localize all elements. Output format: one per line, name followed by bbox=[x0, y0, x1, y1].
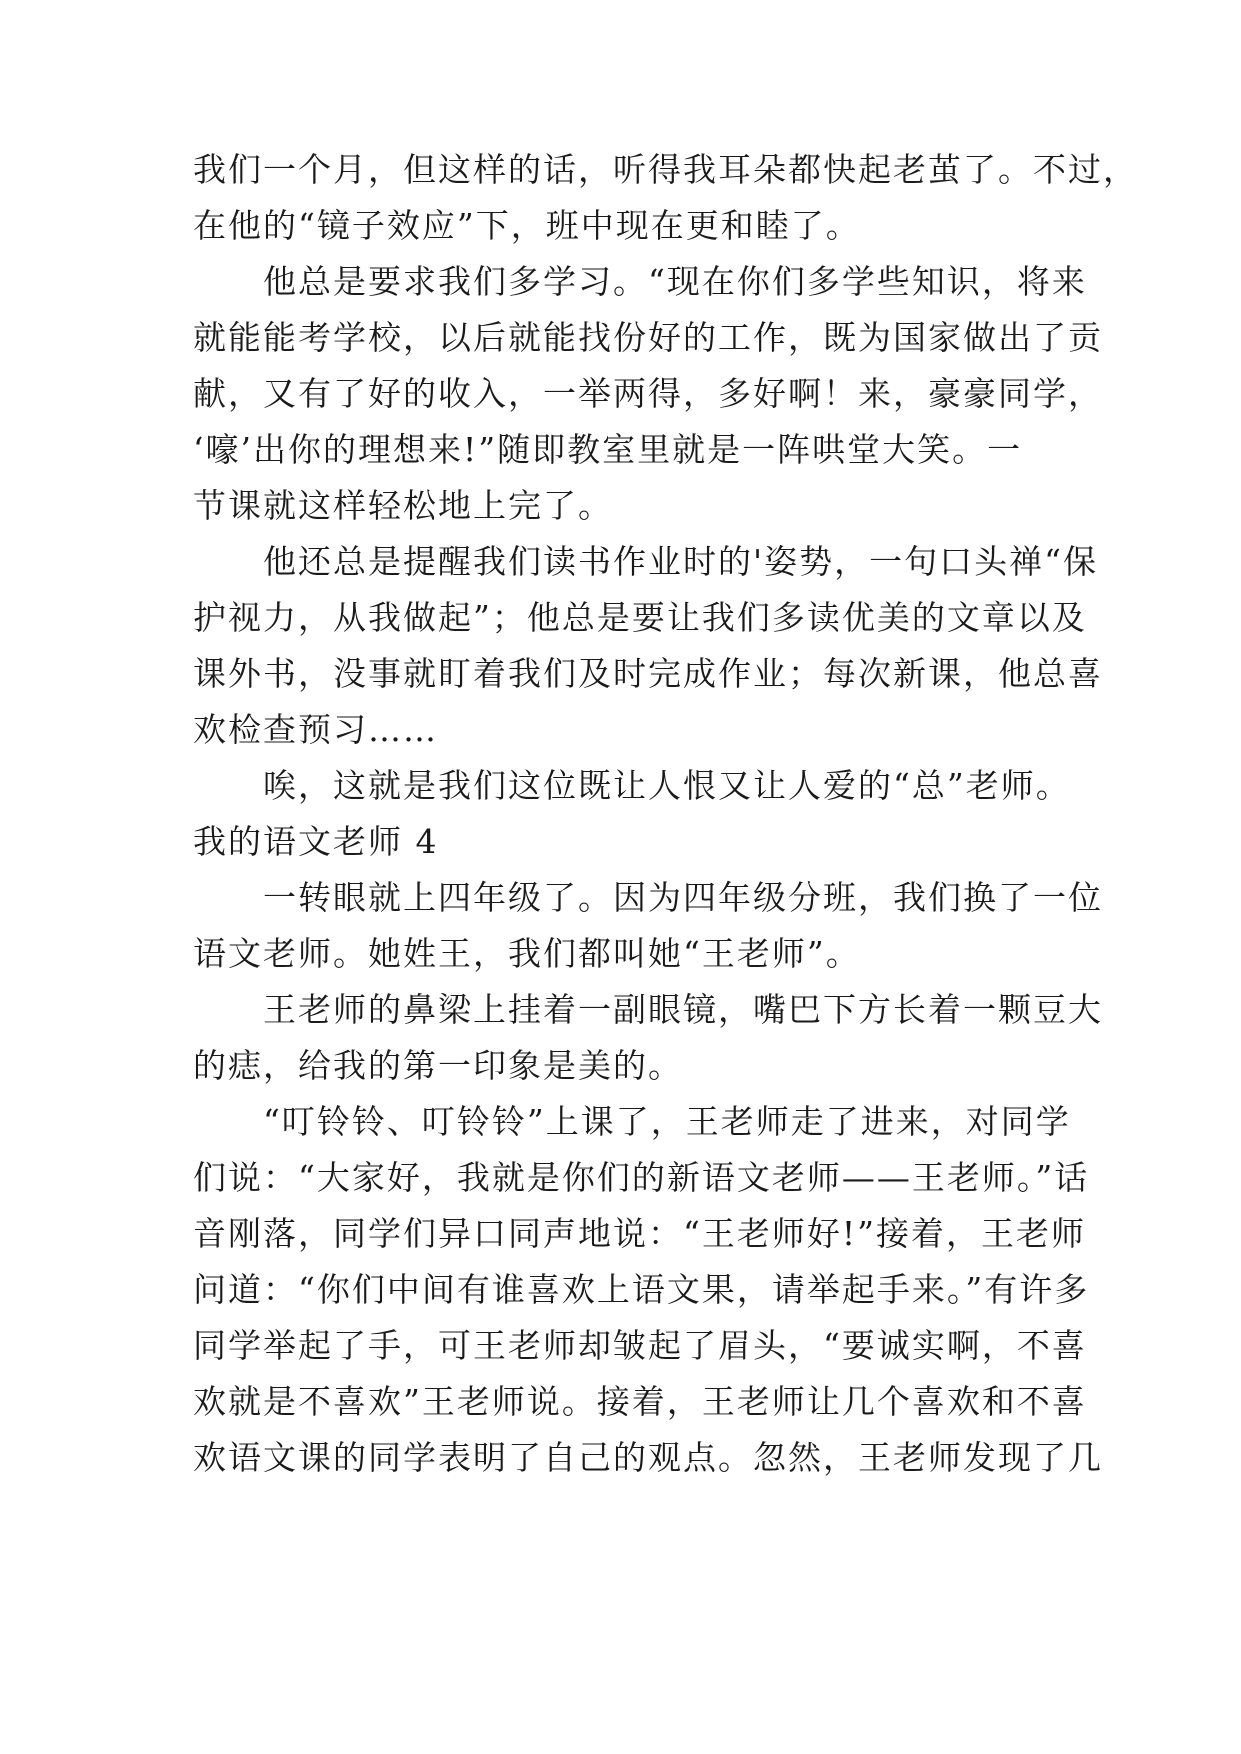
section-heading: 我的语文老师 4 bbox=[193, 822, 439, 861]
text-line: 问道：“你们中间有谁喜欢上语文果，请举起手来。”有许多 bbox=[193, 1270, 1090, 1309]
text-line: 王老师的鼻梁上挂着一副眼镜，嘴巴下方长着一颗豆大 bbox=[193, 990, 1103, 1029]
text-line: 一转眼就上四年级了。因为四年级分班，我们换了一位 bbox=[193, 878, 1103, 917]
text-line: 语文老师。她姓王，我们都叫她“王老师”。 bbox=[193, 934, 861, 973]
text-line: 们说：“大家好，我就是你们的新语文老师——王老师。”话 bbox=[193, 1158, 1090, 1197]
text-line: 欢检查预习…… bbox=[193, 710, 438, 749]
text-line: 唉，这就是我们这位既让人恨又让人爱的“总”老师。 bbox=[193, 766, 1071, 805]
text-line: 的痣，给我的第一印象是美的。 bbox=[193, 1046, 683, 1085]
text-line: 护视力，从我做起”；他总是要让我们多读优美的文章以及 bbox=[193, 598, 1087, 637]
text-line: 课外书，没事就盯着我们及时完成作业；每次新课，他总喜 bbox=[193, 654, 1103, 693]
text-line: 在他的“镜子效应”下，班中现在更和睦了。 bbox=[193, 206, 861, 245]
text-line: 他总是要求我们多学习。“现在你们多学些知识，将来 bbox=[193, 262, 1087, 301]
text-line: 献，又有了好的收入，一举两得，多好啊！来，豪豪同学， bbox=[193, 374, 1103, 413]
text-line: 节课就这样轻松地上完了。 bbox=[193, 486, 613, 525]
text-line: 欢语文课的同学表明了自己的观点。忽然，王老师发现了几 bbox=[193, 1438, 1103, 1477]
text-line: 他还总是提醒我们读书作业时的'姿势，一句口头禅“保 bbox=[193, 542, 1098, 581]
text-line: 欢就是不喜欢”王老师说。接着，王老师让几个喜欢和不喜 bbox=[193, 1382, 1087, 1421]
text-line: 我们一个月，但这样的话，听得我耳朵都快起老茧了。不过， bbox=[193, 150, 1138, 189]
text-line: ‘嚎’出你的理想来!”随即教室里就是一阵哄堂大笑。一 bbox=[193, 430, 1023, 469]
text-line: 音刚落，同学们异口同声地说：“王老师好!”接着，王老师 bbox=[193, 1214, 1087, 1253]
text-line: 同学举起了手，可王老师却皱起了眉头，“要诚实啊，不喜 bbox=[193, 1326, 1087, 1365]
text-line: 就能能考学校，以后就能找份好的工作，既为国家做出了贡 bbox=[193, 318, 1103, 357]
text-line: “叮铃铃、叮铃铃”上课了，王老师走了进来，对同学 bbox=[193, 1102, 1071, 1141]
